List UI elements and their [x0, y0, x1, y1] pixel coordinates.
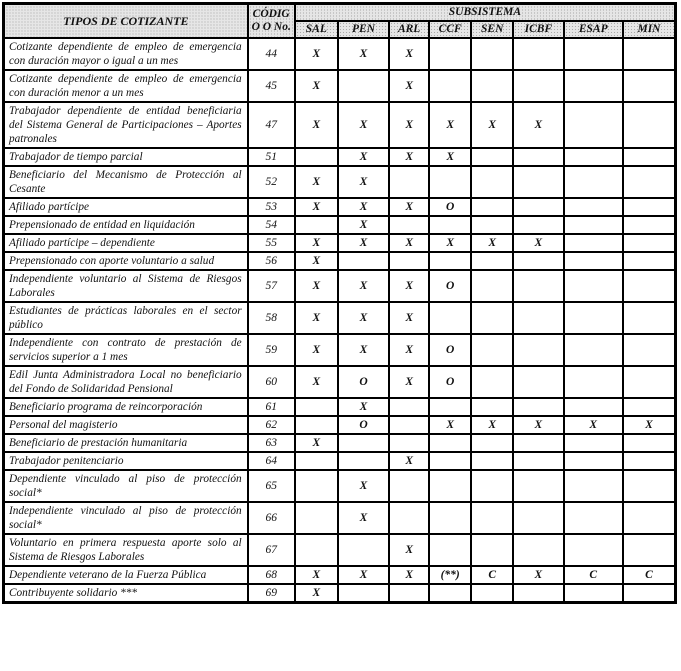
mark-cell-sen — [471, 502, 513, 534]
mark-cell-sal: X — [295, 302, 338, 334]
mark-cell-pen — [338, 584, 389, 603]
table-row — [4, 534, 676, 566]
mark-cell-pen — [338, 534, 389, 566]
mark-cell-sen — [471, 534, 513, 566]
mark-cell-icbf — [513, 252, 563, 270]
cotizante-type-label: Independiente con contrato de prestación de servicios superior a 1 mes — [4, 334, 248, 366]
mark-cell-sal: X — [295, 234, 338, 252]
header-codigo-line1: CÓDIG — [252, 8, 290, 20]
cotizante-type-label: Independiente vinculado al piso de protección social* — [4, 502, 248, 534]
mark-cell-sen — [471, 398, 513, 416]
mark-cell-arl — [389, 584, 429, 603]
mark-cell-icbf: X — [513, 102, 563, 148]
mark-cell-esap — [564, 334, 623, 366]
mark-cell-ccf: (**) — [429, 566, 471, 584]
mark-cell-arl: X — [389, 70, 429, 102]
mark-cell-min — [623, 398, 676, 416]
table-row — [4, 434, 676, 452]
mark-cell-min — [623, 270, 676, 302]
mark-cell-esap — [564, 398, 623, 416]
mark-cell-icbf — [513, 434, 563, 452]
mark-cell-min — [623, 366, 676, 398]
mark-cell-arl: X — [389, 452, 429, 470]
cotizante-type-label: Personal del magisterio — [4, 416, 248, 434]
header-codigo-no — [248, 4, 295, 39]
mark-cell-sal: X — [295, 366, 338, 398]
cotizante-code: 57 — [248, 270, 295, 302]
mark-cell-icbf — [513, 198, 563, 216]
mark-cell-ccf — [429, 502, 471, 534]
header-subcol-icbf: ICBF — [513, 21, 563, 38]
mark-cell-esap — [564, 216, 623, 234]
mark-cell-pen — [338, 434, 389, 452]
mark-cell-sen — [471, 366, 513, 398]
mark-cell-arl — [389, 166, 429, 198]
mark-cell-pen — [338, 452, 389, 470]
mark-cell-ccf: X — [429, 234, 471, 252]
mark-cell-esap — [564, 70, 623, 102]
table-row — [4, 366, 676, 398]
cotizante-code: 68 — [248, 566, 295, 584]
mark-cell-sen — [471, 434, 513, 452]
mark-cell-sal — [295, 148, 338, 166]
mark-cell-icbf — [513, 584, 563, 603]
cotizante-type-label: Dependiente vinculado al piso de protección social* — [4, 470, 248, 502]
mark-cell-esap — [564, 252, 623, 270]
mark-cell-arl: X — [389, 148, 429, 166]
mark-cell-sal: X — [295, 70, 338, 102]
mark-cell-pen — [338, 252, 389, 270]
mark-cell-min — [623, 102, 676, 148]
mark-cell-min — [623, 38, 676, 70]
mark-cell-arl — [389, 252, 429, 270]
mark-cell-pen: O — [338, 416, 389, 434]
mark-cell-min — [623, 216, 676, 234]
mark-cell-pen: X — [338, 398, 389, 416]
mark-cell-esap — [564, 38, 623, 70]
cotizante-code: 56 — [248, 252, 295, 270]
cotizante-code: 62 — [248, 416, 295, 434]
mark-cell-esap — [564, 198, 623, 216]
table-row — [4, 148, 676, 166]
mark-cell-esap — [564, 166, 623, 198]
cotizante-type-label: Independiente voluntario al Sistema de Riesgos Laborales — [4, 270, 248, 302]
mark-cell-esap — [564, 148, 623, 166]
mark-cell-min — [623, 334, 676, 366]
mark-cell-min — [623, 584, 676, 603]
cotizante-type-label: Dependiente veterano de la Fuerza Pública — [4, 566, 248, 584]
mark-cell-sal: X — [295, 334, 338, 366]
cotizante-code: 69 — [248, 584, 295, 603]
mark-cell-sen — [471, 198, 513, 216]
mark-cell-pen: X — [338, 566, 389, 584]
mark-cell-icbf: X — [513, 234, 563, 252]
table-row — [4, 452, 676, 470]
table-row — [4, 102, 676, 148]
mark-cell-esap: X — [564, 416, 623, 434]
mark-cell-sal: X — [295, 252, 338, 270]
mark-cell-ccf — [429, 38, 471, 70]
cotizante-type-label: Cotizante dependiente de empleo de emergencia con duración menor a un mes — [4, 70, 248, 102]
mark-cell-sen — [471, 302, 513, 334]
mark-cell-arl: X — [389, 334, 429, 366]
mark-cell-arl — [389, 502, 429, 534]
mark-cell-icbf — [513, 302, 563, 334]
cotizante-code: 47 — [248, 102, 295, 148]
mark-cell-icbf — [513, 270, 563, 302]
table-body — [4, 38, 676, 603]
table-row — [4, 302, 676, 334]
cotizante-code: 64 — [248, 452, 295, 470]
mark-cell-sen — [471, 148, 513, 166]
header-subcol-ccf: CCF — [429, 21, 471, 38]
table-row — [4, 38, 676, 70]
mark-cell-min — [623, 70, 676, 102]
mark-cell-min — [623, 452, 676, 470]
mark-cell-ccf — [429, 470, 471, 502]
mark-cell-pen: O — [338, 366, 389, 398]
mark-cell-pen: X — [338, 234, 389, 252]
mark-cell-sal — [295, 470, 338, 502]
mark-cell-ccf — [429, 434, 471, 452]
table-row — [4, 252, 676, 270]
cotizante-code: 54 — [248, 216, 295, 234]
mark-cell-ccf — [429, 166, 471, 198]
mark-cell-pen: X — [338, 102, 389, 148]
cotizante-code: 51 — [248, 148, 295, 166]
mark-cell-sen: C — [471, 566, 513, 584]
mark-cell-esap — [564, 302, 623, 334]
mark-cell-icbf: X — [513, 566, 563, 584]
mark-cell-ccf: O — [429, 366, 471, 398]
cotizante-type-label: Contribuyente solidario *** — [4, 584, 248, 603]
mark-cell-ccf — [429, 216, 471, 234]
mark-cell-sen — [471, 252, 513, 270]
mark-cell-min — [623, 302, 676, 334]
mark-cell-icbf — [513, 166, 563, 198]
mark-cell-ccf — [429, 584, 471, 603]
mark-cell-arl — [389, 216, 429, 234]
mark-cell-pen: X — [338, 148, 389, 166]
cotizante-type-label: Estudiantes de prácticas laborales en el sector público — [4, 302, 248, 334]
mark-cell-arl — [389, 434, 429, 452]
mark-cell-sen — [471, 70, 513, 102]
cotizante-code: 61 — [248, 398, 295, 416]
mark-cell-icbf — [513, 38, 563, 70]
cotizante-code: 45 — [248, 70, 295, 102]
cotizante-subsistema-table — [2, 2, 677, 604]
cotizante-code: 65 — [248, 470, 295, 502]
mark-cell-pen: X — [338, 470, 389, 502]
cotizante-code: 52 — [248, 166, 295, 198]
mark-cell-sal — [295, 502, 338, 534]
mark-cell-sen — [471, 470, 513, 502]
mark-cell-sen — [471, 584, 513, 603]
mark-cell-esap: C — [564, 566, 623, 584]
mark-cell-icbf — [513, 398, 563, 416]
table-row — [4, 70, 676, 102]
mark-cell-sal — [295, 398, 338, 416]
table-row — [4, 416, 676, 434]
table-row — [4, 198, 676, 216]
mark-cell-sal — [295, 452, 338, 470]
mark-cell-min: C — [623, 566, 676, 584]
mark-cell-arl — [389, 470, 429, 502]
header-tipos-de-cotizante: TIPOS DE COTIZANTE — [4, 4, 248, 39]
mark-cell-esap — [564, 434, 623, 452]
table-row — [4, 334, 676, 366]
mark-cell-icbf — [513, 452, 563, 470]
mark-cell-min — [623, 166, 676, 198]
cotizante-type-label: Trabajador penitenciario — [4, 452, 248, 470]
mark-cell-pen: X — [338, 502, 389, 534]
mark-cell-min — [623, 234, 676, 252]
cotizante-code: 67 — [248, 534, 295, 566]
mark-cell-sen — [471, 452, 513, 470]
mark-cell-arl: X — [389, 366, 429, 398]
mark-cell-arl — [389, 416, 429, 434]
mark-cell-pen: X — [338, 166, 389, 198]
cotizante-code: 55 — [248, 234, 295, 252]
mark-cell-icbf — [513, 70, 563, 102]
header-subsistema: SUBSISTEMA — [295, 4, 676, 22]
table-row — [4, 584, 676, 603]
mark-cell-sal: X — [295, 198, 338, 216]
mark-cell-ccf — [429, 398, 471, 416]
table-header — [4, 4, 676, 39]
table-row — [4, 166, 676, 198]
mark-cell-esap — [564, 584, 623, 603]
mark-cell-pen — [338, 70, 389, 102]
header-subcol-pen: PEN — [338, 21, 389, 38]
mark-cell-esap — [564, 366, 623, 398]
cotizante-type-label: Beneficiario de prestación humanitaria — [4, 434, 248, 452]
mark-cell-esap — [564, 452, 623, 470]
mark-cell-sen — [471, 270, 513, 302]
mark-cell-arl: X — [389, 198, 429, 216]
mark-cell-sen: X — [471, 234, 513, 252]
mark-cell-sen: X — [471, 102, 513, 148]
table-row — [4, 566, 676, 584]
mark-cell-pen: X — [338, 216, 389, 234]
mark-cell-min — [623, 148, 676, 166]
mark-cell-min — [623, 434, 676, 452]
mark-cell-sen: X — [471, 416, 513, 434]
mark-cell-ccf — [429, 452, 471, 470]
mark-cell-ccf — [429, 70, 471, 102]
mark-cell-sal: X — [295, 102, 338, 148]
mark-cell-min — [623, 502, 676, 534]
mark-cell-icbf — [513, 334, 563, 366]
header-codigo-line2: O O No. — [251, 21, 291, 33]
table-row — [4, 502, 676, 534]
mark-cell-sal — [295, 216, 338, 234]
mark-cell-arl: X — [389, 102, 429, 148]
cotizante-code: 59 — [248, 334, 295, 366]
cotizante-code: 63 — [248, 434, 295, 452]
header-subcol-min: MIN — [623, 21, 676, 38]
cotizante-code: 66 — [248, 502, 295, 534]
mark-cell-sal: X — [295, 166, 338, 198]
mark-cell-icbf: X — [513, 416, 563, 434]
table-row — [4, 216, 676, 234]
table-row — [4, 234, 676, 252]
mark-cell-ccf: X — [429, 102, 471, 148]
mark-cell-sal — [295, 534, 338, 566]
mark-cell-sen — [471, 38, 513, 70]
mark-cell-sal — [295, 416, 338, 434]
cotizante-type-label: Trabajador dependiente de entidad beneficiaria del Sistema General de Participaciones – Aportes patronales — [4, 102, 248, 148]
mark-cell-min — [623, 534, 676, 566]
table-row — [4, 398, 676, 416]
mark-cell-ccf — [429, 252, 471, 270]
cotizante-code: 58 — [248, 302, 295, 334]
cotizante-type-label: Trabajador de tiempo parcial — [4, 148, 248, 166]
mark-cell-arl — [389, 398, 429, 416]
mark-cell-icbf — [513, 502, 563, 534]
mark-cell-pen: X — [338, 38, 389, 70]
cotizante-type-label: Afiliado partícipe – dependiente — [4, 234, 248, 252]
mark-cell-sen — [471, 334, 513, 366]
mark-cell-min: X — [623, 416, 676, 434]
header-subcol-sen: SEN — [471, 21, 513, 38]
cotizante-type-label: Beneficiario programa de reincorporación — [4, 398, 248, 416]
mark-cell-arl: X — [389, 270, 429, 302]
mark-cell-sal: X — [295, 584, 338, 603]
mark-cell-min — [623, 252, 676, 270]
mark-cell-icbf — [513, 148, 563, 166]
mark-cell-arl: X — [389, 234, 429, 252]
mark-cell-sal: X — [295, 38, 338, 70]
mark-cell-min — [623, 198, 676, 216]
mark-cell-min — [623, 470, 676, 502]
mark-cell-sal: X — [295, 434, 338, 452]
cotizante-type-label: Edil Junta Administradora Local no beneficiario del Fondo de Solidaridad Pensional — [4, 366, 248, 398]
table-row — [4, 470, 676, 502]
cotizante-type-label: Beneficiario del Mecanismo de Protección al Cesante — [4, 166, 248, 198]
mark-cell-icbf — [513, 216, 563, 234]
mark-cell-pen: X — [338, 270, 389, 302]
mark-cell-ccf — [429, 534, 471, 566]
mark-cell-sen — [471, 216, 513, 234]
cotizante-type-label: Prepensionado de entidad en liquidación — [4, 216, 248, 234]
cotizante-type-label: Prepensionado con aporte voluntario a salud — [4, 252, 248, 270]
mark-cell-icbf — [513, 366, 563, 398]
table-row — [4, 270, 676, 302]
mark-cell-arl: X — [389, 534, 429, 566]
mark-cell-pen: X — [338, 198, 389, 216]
mark-cell-ccf: X — [429, 148, 471, 166]
cotizante-code: 44 — [248, 38, 295, 70]
mark-cell-esap — [564, 502, 623, 534]
cotizante-type-label: Cotizante dependiente de empleo de emergencia con duración mayor o igual a un mes — [4, 38, 248, 70]
mark-cell-pen: X — [338, 334, 389, 366]
header-subcol-sal: SAL — [295, 21, 338, 38]
mark-cell-ccf — [429, 302, 471, 334]
mark-cell-icbf — [513, 470, 563, 502]
mark-cell-arl: X — [389, 566, 429, 584]
mark-cell-sen — [471, 166, 513, 198]
cotizante-code: 60 — [248, 366, 295, 398]
mark-cell-esap — [564, 534, 623, 566]
mark-cell-esap — [564, 470, 623, 502]
mark-cell-ccf: O — [429, 270, 471, 302]
mark-cell-sal: X — [295, 270, 338, 302]
mark-cell-icbf — [513, 534, 563, 566]
mark-cell-esap — [564, 270, 623, 302]
cotizante-type-label: Voluntario en primera respuesta aporte solo al Sistema de Riesgos Laborales — [4, 534, 248, 566]
mark-cell-pen: X — [338, 302, 389, 334]
cotizante-code: 53 — [248, 198, 295, 216]
mark-cell-ccf: O — [429, 334, 471, 366]
mark-cell-ccf: X — [429, 416, 471, 434]
mark-cell-ccf: O — [429, 198, 471, 216]
mark-cell-arl: X — [389, 38, 429, 70]
header-subcol-esap: ESAP — [564, 21, 623, 38]
cotizante-type-label: Afiliado partícipe — [4, 198, 248, 216]
header-subcol-arl: ARL — [389, 21, 429, 38]
mark-cell-arl: X — [389, 302, 429, 334]
mark-cell-esap — [564, 102, 623, 148]
mark-cell-sal: X — [295, 566, 338, 584]
mark-cell-esap — [564, 234, 623, 252]
